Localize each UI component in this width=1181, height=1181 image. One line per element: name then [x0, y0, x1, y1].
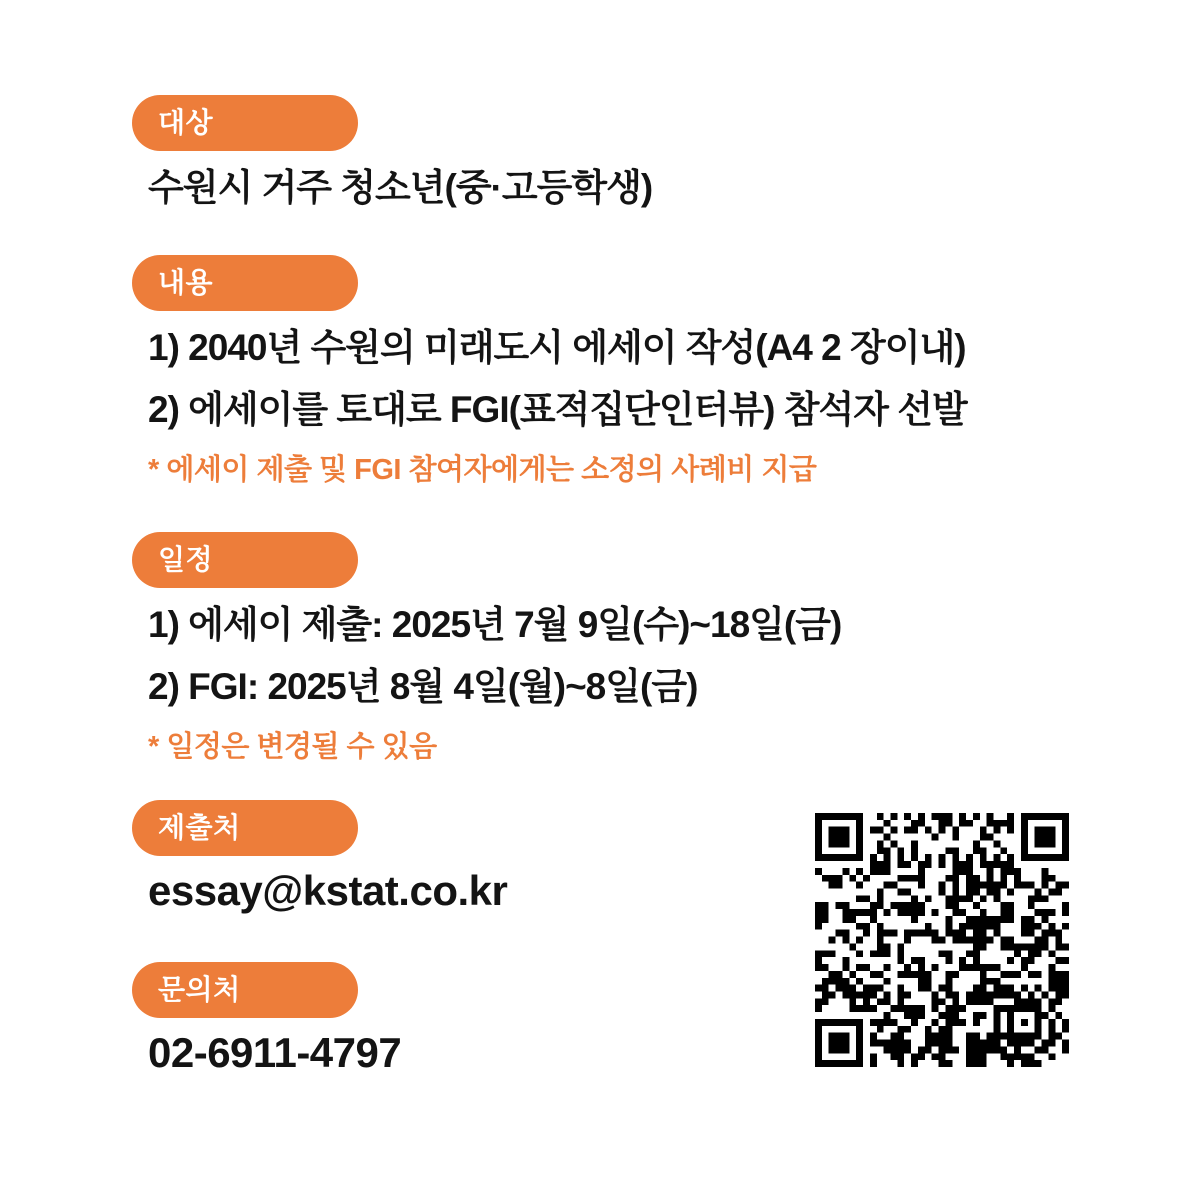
content-pill: [132, 255, 358, 311]
contact-pill: [132, 962, 358, 1018]
submission-pill-label: 제출처: [158, 812, 241, 843]
schedule-item-1: 1) 에세이 제출: 2025년 7월 9일(수)~18일(금): [148, 604, 842, 645]
content-lines: [148, 317, 967, 499]
content-note: * 에세이 제출 및 FGI 참여자에게는 소정의 사례비 지급: [148, 454, 817, 486]
section-content: [132, 255, 967, 499]
section-schedule: [132, 532, 841, 776]
schedule-pill: [132, 532, 358, 588]
contact-pill-label: 문의처: [158, 974, 241, 1005]
schedule-pill-label: 일정: [158, 544, 214, 575]
target-pill-label: 대상: [158, 107, 214, 138]
contact-lines: [148, 1024, 401, 1082]
content-item-2: 2) 에세이를 토대로 FGI(표적집단인터뷰) 참석자 선발: [148, 389, 967, 430]
submission-pill: [132, 800, 358, 856]
submission-lines: [148, 862, 507, 920]
contact-phone: 02-6911-4797: [148, 1029, 402, 1076]
target-lines: [148, 157, 652, 219]
section-contact: [132, 962, 401, 1082]
schedule-item-2: 2) FGI: 2025년 8월 4일(월)~8일(금): [148, 666, 698, 707]
target-text: 수원시 거주 청소년(중·고등학생): [148, 167, 653, 208]
submission-email: essay@kstat.co.kr: [148, 867, 508, 914]
schedule-lines: [148, 594, 841, 776]
qr-code: [815, 813, 1069, 1067]
qr-code-graphic: [815, 813, 1069, 1067]
schedule-note: * 일정은 변경될 수 있음: [148, 731, 437, 763]
target-pill: [132, 95, 358, 151]
section-submission: [132, 800, 507, 920]
content-item-1: 1) 2040년 수원의 미래도시 에세이 작성(A4 2 장이내): [148, 327, 966, 368]
content-pill-label: 내용: [158, 267, 214, 298]
section-target: [132, 95, 652, 219]
